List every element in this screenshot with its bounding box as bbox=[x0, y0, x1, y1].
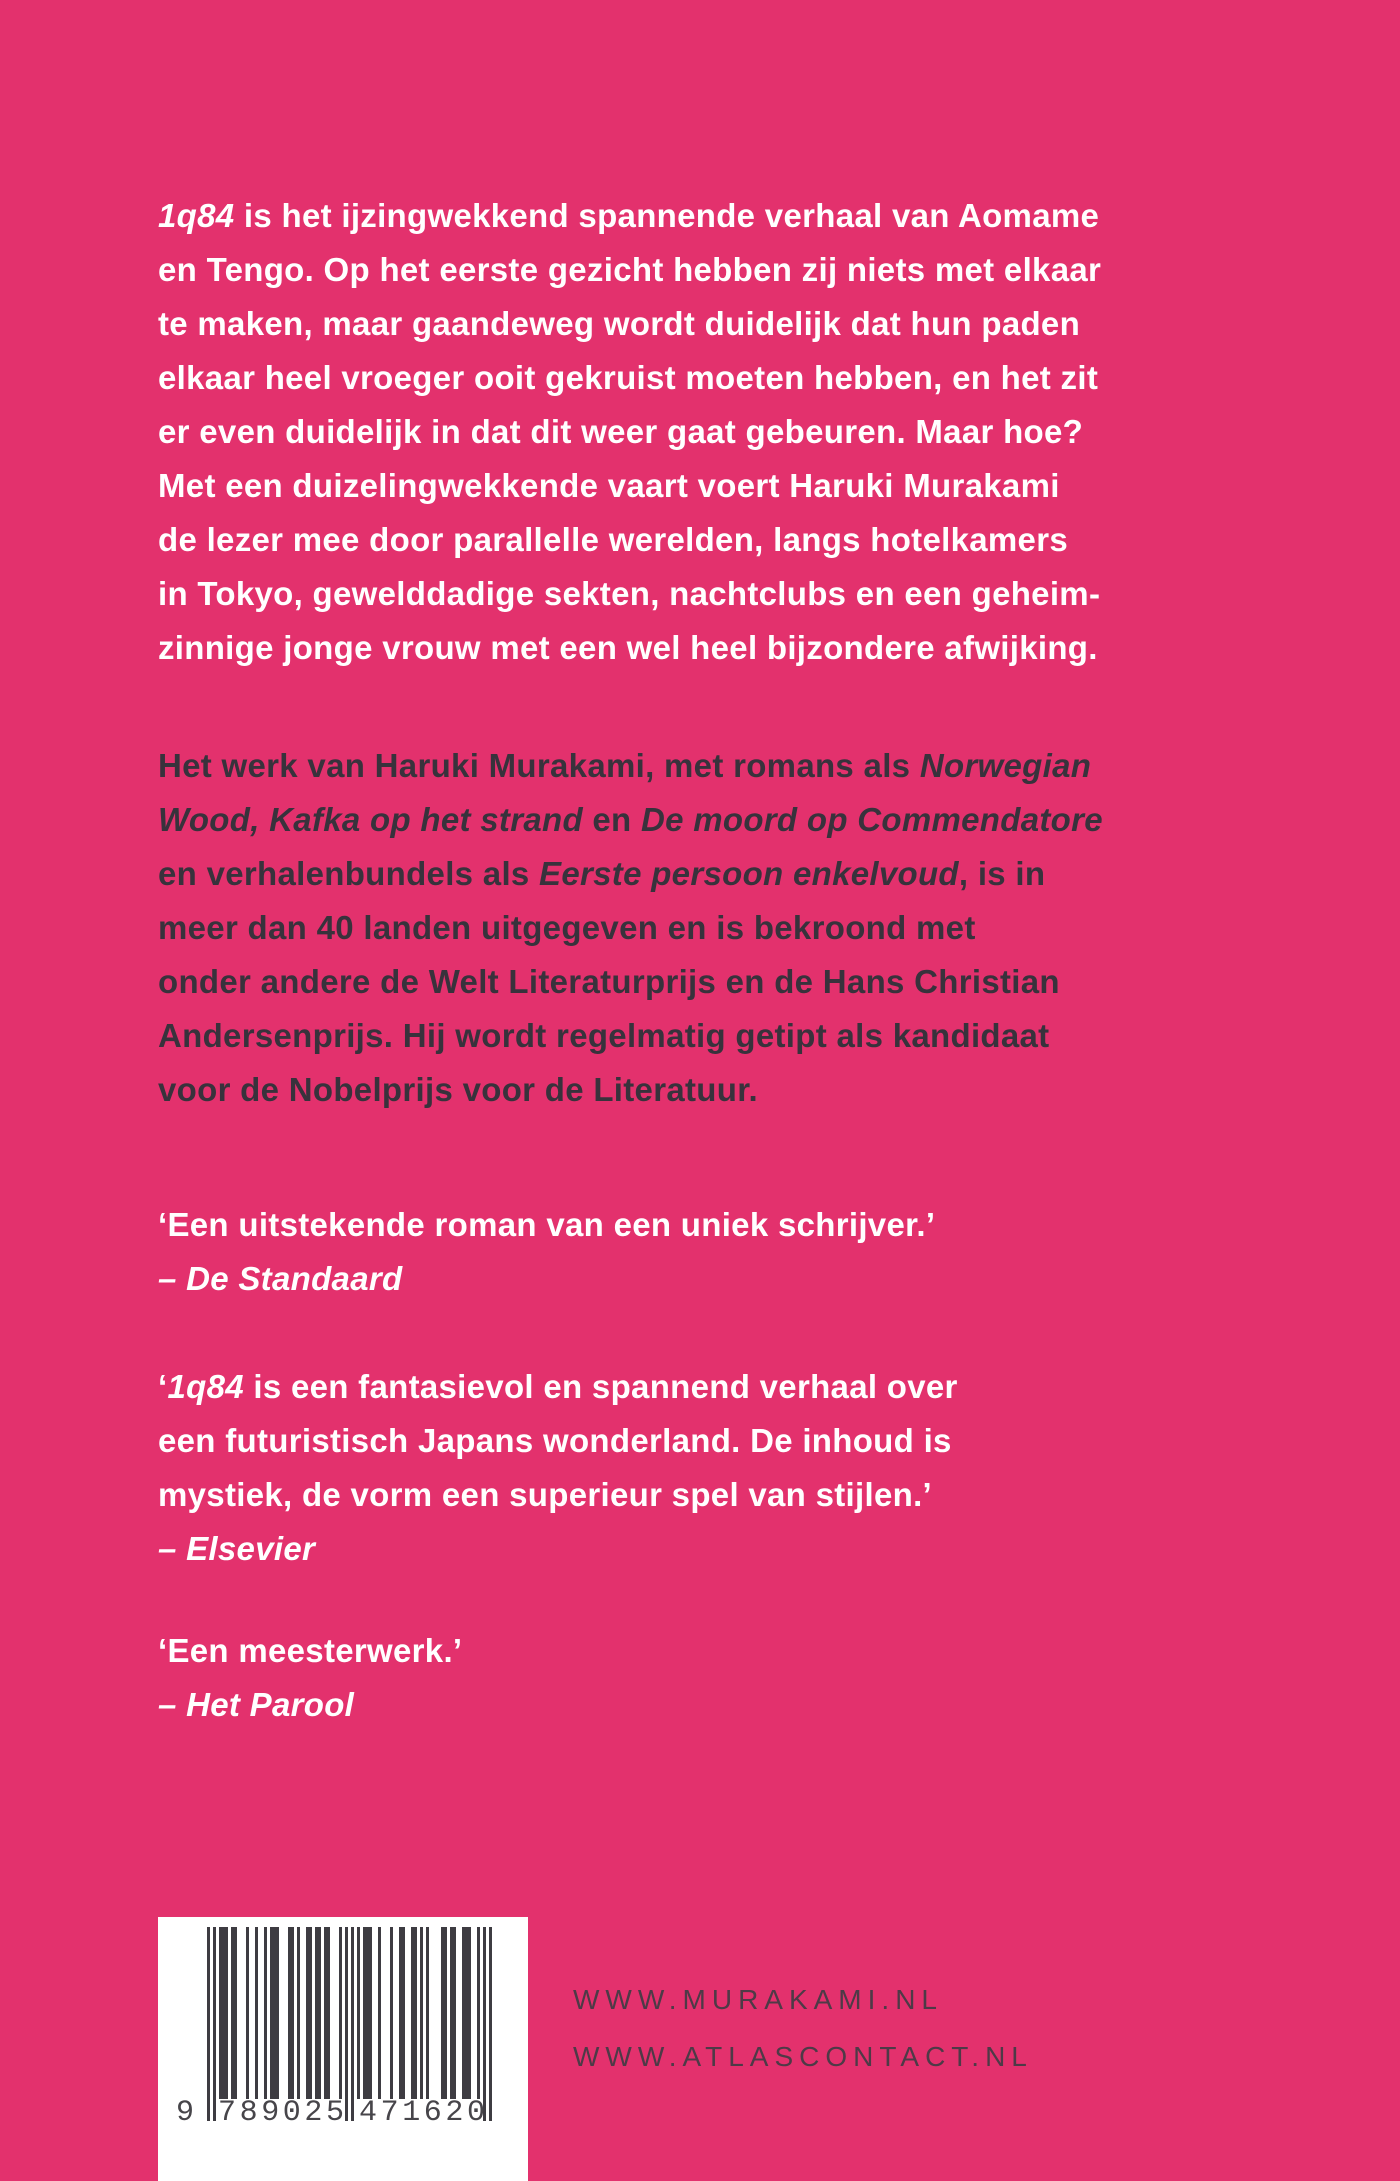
italic-text: De moord op Commendatore bbox=[640, 801, 1103, 838]
author-bio bbox=[158, 739, 1103, 1117]
text-line bbox=[158, 189, 1101, 243]
text-line bbox=[158, 243, 1101, 297]
text: zinnige jonge vrouw met een wel heel bijzondere afwijking. bbox=[158, 629, 1098, 666]
text: en Tengo. Op het eerste gezicht hebben zij niets met elkaar bbox=[158, 251, 1102, 288]
text-line bbox=[158, 513, 1101, 567]
text: Andersenprijs. Hij wordt regelmatig getipt als kandidaat bbox=[158, 1017, 1050, 1054]
text: ‘Een uitstekende roman van een uniek schrijver.’ bbox=[158, 1206, 936, 1243]
isbn-digit-group: 9 bbox=[176, 2096, 198, 2130]
text: mystiek, de vorm een superieur spel van stijlen.’ bbox=[158, 1476, 933, 1513]
text: meer dan 40 landen uitgegeven en is bekroond met bbox=[158, 909, 976, 946]
text: Met een duizelingwekkende vaart voert Haruki Murakami bbox=[158, 467, 1060, 504]
italic-text: 1q84 bbox=[158, 197, 235, 234]
text-line bbox=[158, 351, 1101, 405]
text: is het ijzingwekkend spannende verhaal van Aomame bbox=[234, 197, 1100, 234]
text: een futuristisch Japans wonderland. De inhoud is bbox=[158, 1422, 952, 1459]
text-line bbox=[158, 793, 1103, 847]
isbn-digit-group: 789025 bbox=[218, 2096, 348, 2130]
barcode-bar bbox=[489, 1927, 492, 2121]
barcode-bars bbox=[207, 1927, 492, 2121]
text-line bbox=[158, 1063, 1103, 1117]
text: , is in bbox=[958, 855, 1046, 892]
text: elkaar heel vroeger ooit gekruist moeten hebben, en het zit bbox=[158, 359, 1099, 396]
text: in Tokyo, gewelddadige sekten, nachtclubs en een geheim- bbox=[158, 575, 1101, 612]
review-quote-het-parool bbox=[158, 1624, 462, 1732]
website-url-atlascontact: WWW.ATLASCONTACT.NL bbox=[573, 2041, 1033, 2072]
italic-text: Eerste persoon enkelvoud bbox=[539, 855, 959, 892]
text: de lezer mee door parallelle werelden, langs hotelkamers bbox=[158, 521, 1068, 558]
text-line bbox=[158, 1009, 1103, 1063]
website-url-murakami: WWW.MURAKAMI.NL bbox=[573, 1984, 943, 2015]
text: voor de Nobelprijs voor de Literatuur. bbox=[158, 1071, 759, 1108]
text: onder andere de Welt Literaturprijs en de Hans Christian bbox=[158, 963, 1060, 1000]
text: ‘Een meesterwerk.’ bbox=[158, 1632, 463, 1669]
text: ‘ bbox=[158, 1368, 168, 1405]
italic-text: Wood, Kafka op het strand bbox=[158, 801, 583, 838]
text: is een fantasievol en spannend verhaal over bbox=[243, 1368, 958, 1405]
text-line bbox=[158, 459, 1101, 513]
quote-line bbox=[158, 1414, 958, 1468]
italic-text: Norwegian bbox=[919, 747, 1092, 784]
press-source: – De Standaard bbox=[158, 1260, 403, 1297]
publisher-websites bbox=[573, 1971, 1033, 2085]
text-line bbox=[158, 405, 1101, 459]
synopsis bbox=[158, 189, 1101, 675]
text-line bbox=[158, 621, 1101, 675]
text: en verhalenbundels als bbox=[158, 855, 540, 892]
quote-line bbox=[158, 1198, 935, 1252]
press-source: – Elsevier bbox=[158, 1530, 316, 1567]
text: er even duidelijk in dat dit weer gaat gebeuren. Maar hoe? bbox=[158, 413, 1084, 450]
isbn-digits bbox=[158, 2095, 528, 2131]
review-quote-elsevier bbox=[158, 1360, 958, 1576]
text: en bbox=[582, 801, 641, 838]
review-quote-de-standaard bbox=[158, 1198, 935, 1306]
press-source: – Het Parool bbox=[158, 1686, 355, 1723]
text-line bbox=[158, 567, 1101, 621]
text-line bbox=[158, 901, 1103, 955]
text: te maken, maar gaandeweg wordt duidelijk dat hun paden bbox=[158, 305, 1081, 342]
italic-text: 1q84 bbox=[167, 1368, 244, 1405]
text-line bbox=[158, 297, 1101, 351]
barcode-panel bbox=[158, 1917, 528, 2181]
text-line bbox=[158, 955, 1103, 1009]
quote-line bbox=[158, 1468, 958, 1522]
text: Het werk van Haruki Murakami, met romans als bbox=[158, 747, 920, 784]
text-line bbox=[158, 739, 1103, 793]
text-line bbox=[158, 847, 1103, 901]
isbn-digit-group: 471620 bbox=[359, 2096, 489, 2130]
quote-line bbox=[158, 1624, 462, 1678]
quote-line bbox=[158, 1360, 958, 1414]
